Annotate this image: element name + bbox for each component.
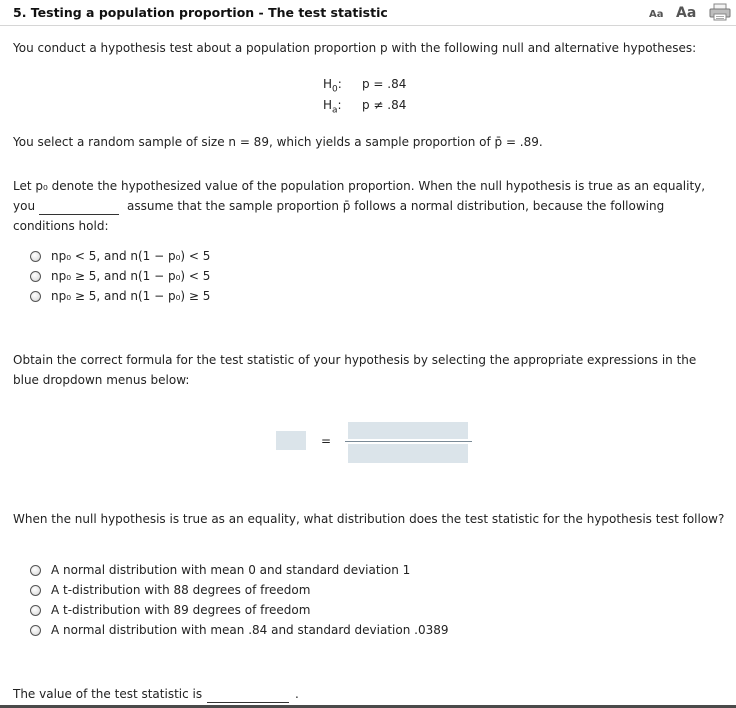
denominator-dropdown[interactable] bbox=[348, 444, 468, 463]
condition-option-label: np₀ ≥ 5, and n(1 − p₀) ≥ 5 bbox=[51, 289, 211, 303]
radio-button[interactable] bbox=[30, 625, 41, 636]
font-size-large-button[interactable]: Aa bbox=[676, 5, 697, 21]
assumption-line-1: Let p₀ denote the hypothesized value of the population proportion. When the null hypothesis is true as an equality, bbox=[13, 179, 706, 193]
radio-button[interactable] bbox=[30, 565, 41, 576]
assumption-line-2: assume that the sample proportion p̄ follows a normal distribution, because the following bbox=[127, 199, 665, 213]
formula-prompt-line-2: blue dropdown menus below: bbox=[13, 373, 190, 387]
formula-prompt-line-1: Obtain the correct formula for the test statistic of your hypothesis by selecting the appropriate expressions in the bbox=[13, 353, 697, 367]
test-statistic-prompt: The value of the test statistic is bbox=[13, 687, 203, 701]
distribution-option-label: A normal distribution with mean 0 and standard deviation 1 bbox=[51, 563, 411, 577]
distribution-option-3[interactable] bbox=[30, 603, 310, 617]
null-hypothesis-expression: p = .84 bbox=[362, 77, 407, 91]
condition-option-1[interactable] bbox=[30, 249, 210, 263]
fraction-bar bbox=[345, 441, 472, 442]
radio-button[interactable] bbox=[30, 291, 41, 302]
assumption-you: you bbox=[13, 199, 36, 213]
radio-button[interactable] bbox=[30, 585, 41, 596]
assumption-line-3: conditions hold: bbox=[13, 219, 109, 233]
distribution-option-label: A normal distribution with mean .84 and standard deviation .0389 bbox=[51, 623, 449, 637]
distribution-option-1[interactable] bbox=[30, 563, 410, 577]
distribution-option-4[interactable] bbox=[30, 623, 448, 637]
distribution-option-label: A t-distribution with 88 degrees of freedom bbox=[51, 583, 311, 597]
test-statistic-input[interactable] bbox=[207, 688, 289, 703]
printer-icon[interactable] bbox=[709, 3, 731, 21]
test-statistic-dropdown[interactable] bbox=[276, 431, 306, 450]
alt-hypothesis-expression: p ≠ .84 bbox=[362, 98, 407, 112]
distribution-question: When the null hypothesis is true as an equality, what distribution does the test statistic for the hypothesis test follow? bbox=[13, 512, 725, 526]
can-cannot-dropdown[interactable] bbox=[39, 200, 119, 215]
condition-option-2[interactable] bbox=[30, 269, 210, 283]
test-statistic-period: . bbox=[295, 687, 299, 701]
equals-sign: = bbox=[321, 434, 332, 448]
intro-text: You conduct a hypothesis test about a population proportion p with the following null and alternative hypotheses: bbox=[13, 41, 697, 55]
sample-text: You select a random sample of size n = 89, which yields a sample proportion of p̄ = .89. bbox=[13, 135, 543, 149]
distribution-option-2[interactable] bbox=[30, 583, 310, 597]
condition-option-label: np₀ ≥ 5, and n(1 − p₀) < 5 bbox=[51, 269, 211, 283]
null-hypothesis-label: $H_0$: bbox=[323, 77, 342, 95]
condition-option-label: np₀ < 5, and n(1 − p₀) < 5 bbox=[51, 249, 211, 263]
distribution-option-label: A t-distribution with 89 degrees of freedom bbox=[51, 603, 311, 617]
alt-hypothesis-label: $H_a$: bbox=[323, 98, 342, 116]
font-size-small-button[interactable]: Aa bbox=[649, 9, 664, 20]
header-divider bbox=[0, 25, 736, 26]
radio-button[interactable] bbox=[30, 271, 41, 282]
radio-button[interactable] bbox=[30, 605, 41, 616]
numerator-dropdown[interactable] bbox=[348, 422, 468, 439]
radio-button[interactable] bbox=[30, 251, 41, 262]
condition-option-3[interactable] bbox=[30, 289, 210, 303]
question-title: 5. Testing a population proportion - The test statistic bbox=[13, 5, 388, 20]
